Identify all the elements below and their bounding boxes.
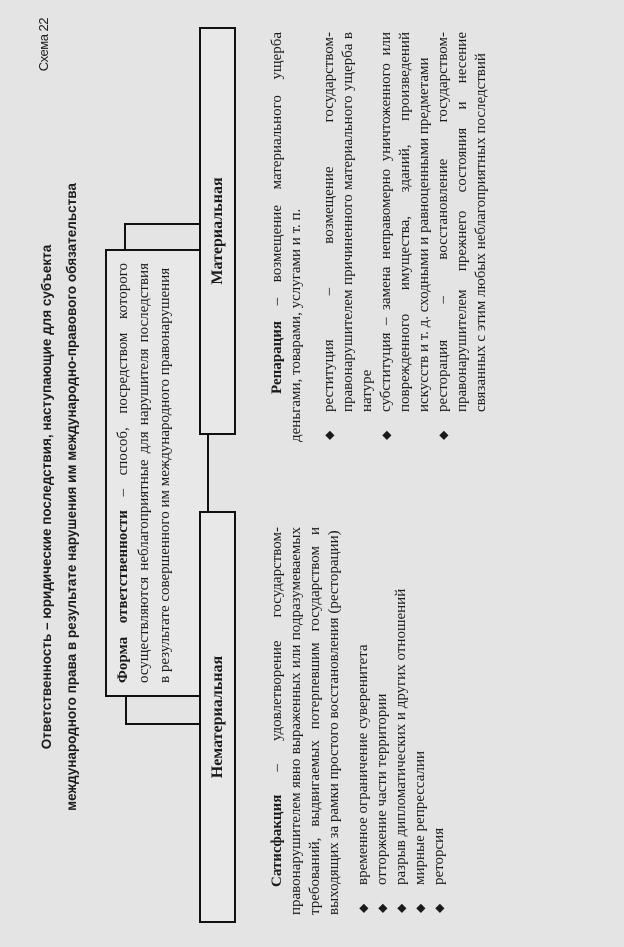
material-box: Материальная — [199, 27, 236, 435]
material-column — [268, 32, 491, 442]
non-material-column — [268, 527, 449, 915]
list-item-text: реституция – возмещение государством-правонарушителем причиненного материального ущерба в натуре — [321, 32, 375, 412]
connector-left-h — [125, 696, 127, 725]
list-item — [354, 527, 373, 915]
reparation-text: – возмещение материального ущерба деньгами, товарами, услугами и т. п. — [269, 32, 304, 442]
list-item — [320, 32, 377, 442]
scheme-title — [34, 137, 84, 857]
connector-right-v — [124, 223, 200, 225]
satisfaction-list — [354, 527, 449, 915]
reparation-definition — [268, 32, 306, 442]
list-item — [430, 527, 449, 915]
non-material-box: Нематериальная — [199, 511, 236, 923]
diamond-bullet-icon: ◆ — [322, 430, 336, 440]
scheme-number: Схема 22 — [36, 18, 51, 72]
title-line-2: международного права в результате нарушения им международно-правового обязательства — [64, 183, 79, 811]
satisfaction-term: Сатисфакция — [269, 794, 285, 887]
satisfaction-definition — [268, 527, 344, 915]
list-item-text: мирные репрессалии — [412, 750, 428, 885]
liability-form-term: Форма ответственности — [115, 510, 131, 683]
diamond-bullet-icon: ◆ — [436, 430, 450, 440]
list-item-text: ресторация – восстановление государством-правонарушителем прежнего состояния и несение связанных с этим любых неблагоприятных последствий — [435, 32, 489, 412]
diamond-bullet-icon: ◆ — [432, 903, 446, 913]
satisfaction-text: – удовлетворение государством-правонарушителем явно выраженных или подразумеваемых требований, выдвигаемых потерпевшим государством и выходящих за рамки простого восстановления (ресторации) — [269, 527, 342, 915]
list-item — [377, 32, 434, 442]
list-item — [373, 527, 392, 915]
reparation-list — [320, 32, 491, 442]
list-item — [392, 527, 411, 915]
list-item-text: разрыв дипломатических и других отношений — [393, 588, 409, 885]
diamond-bullet-icon: ◆ — [356, 903, 370, 913]
connector-left-v — [125, 723, 201, 725]
list-item — [434, 32, 491, 442]
list-item-text: реторсия — [431, 827, 447, 885]
liability-form-definition: – способ, посредством которого осуществляются неблагоприятные для нарушителя последствия в результате совершенного им международного правонарушения — [115, 263, 173, 683]
reparation-term: Репарация — [269, 320, 285, 394]
list-item-text: отторжение части территории — [374, 693, 390, 885]
diamond-bullet-icon: ◆ — [375, 903, 389, 913]
list-item-text: временное ограничение суверенитета — [355, 644, 371, 885]
diamond-bullet-icon: ◆ — [394, 903, 408, 913]
list-item — [411, 527, 430, 915]
diamond-bullet-icon: ◆ — [413, 903, 427, 913]
liability-form-box — [105, 249, 209, 697]
list-item-text: субституция – замена неправомерно уничтоженного или поврежденного имущества, зданий, произведений искусств и т. д. сходными и равноценными предметами — [378, 32, 432, 412]
connector-right-h — [124, 223, 126, 250]
title-line-1: Ответственность – юридические последствия, наступающие для субъекта — [39, 244, 54, 750]
diamond-bullet-icon: ◆ — [379, 430, 393, 440]
